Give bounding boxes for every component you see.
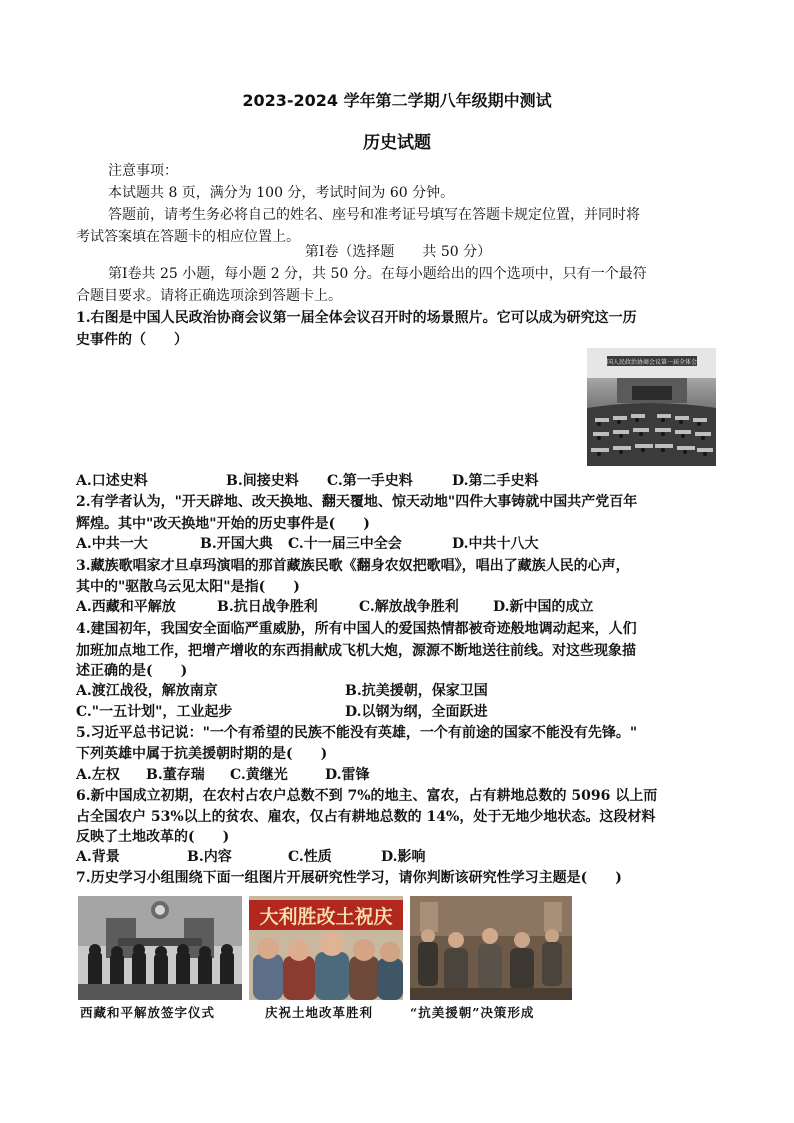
q4-option-b[interactable]: B.抗美援朝，保家卫国 <box>345 683 488 699</box>
notice-line-2a: 答题前，请考生务必将自己的姓名、座号和准考证号填写在答题卡规定位置，并同时将 <box>108 207 640 223</box>
q7-caption-2: 庆祝土地改革胜利 <box>265 1005 374 1020</box>
q4-option-a[interactable]: A.渡江战役，解放南京 <box>76 683 218 699</box>
q7-photo-resist-america <box>410 896 572 1000</box>
q4-option-d[interactable]: D.以钢为纲，全面跃进 <box>345 704 488 720</box>
q1-option-a[interactable]: A.口述史料 <box>76 473 148 489</box>
q5-option-b[interactable]: B.董存瑞 <box>146 767 205 783</box>
q4-option-c[interactable]: C."一五计划"，工业起步 <box>76 704 233 720</box>
section-heading: 第Ⅰ卷（选择题 共 50 分） <box>304 244 492 260</box>
q7-photo-land-reform <box>249 896 403 1000</box>
q3-option-b[interactable]: B.抗日战争胜利 <box>217 599 318 615</box>
q5-stem-a: 5.习近平总书记说："一个有希望的民族不能没有英雄，一个有前途的国家不能没有先锋。" <box>76 725 638 741</box>
q2-stem-a: 2.有学者认为，"开天辟地、改天换地、翻天覆地、惊天动地"四件大事铸就中国共产党百年 <box>76 494 638 510</box>
q2-option-b[interactable]: B.开国大典 <box>200 536 273 552</box>
q5-stem-b: 下列英雄中属于抗美援朝时期的是( ) <box>76 746 328 762</box>
q2-option-d[interactable]: D.中共十八大 <box>452 536 539 552</box>
q2-stem-b: 辉煌。其中"改天换地"开始的历史事件是( ) <box>76 516 370 532</box>
q1-photo-image <box>587 348 716 466</box>
q7-photo-2-image <box>249 896 403 1000</box>
q7-stem: 7.历史学习小组围绕下面一组图片开展研究性学习，请你判断该研究性学习主题是( ) <box>76 870 622 886</box>
q2-option-c[interactable]: C.十一届三中全会 <box>288 536 402 552</box>
q4-stem-b: 加班加点地工作，把增产增收的东西捐献成飞机大炮，源源不断地送往前线。对这些现象描 <box>76 643 636 659</box>
q4-stem-c: 述正确的是( ) <box>76 663 188 679</box>
q7-photo-1-image <box>78 896 242 1000</box>
exam-title: 2023-2024 学年第二学期八年级期中测试 <box>242 91 552 110</box>
exam-subtitle: 历史试题 <box>363 133 431 153</box>
q6-option-d[interactable]: D.影响 <box>381 849 426 865</box>
section-desc-a: 第Ⅰ卷共 25 小题，每小题 2 分，共 50 分。在每小题给出的四个选项中，只有一个最符 <box>108 266 647 282</box>
q3-option-a[interactable]: A.西藏和平解放 <box>76 599 176 615</box>
q6-stem-b: 占全国农户 53%以上的贫农、雇农，仅占有耕地总数的 14%，处于无地少地状态。这段材料 <box>76 809 656 825</box>
q1-photo-banner: 中国人民政治协商会议第一届全体会议 <box>600 359 704 366</box>
notice-line-1: 本试题共 8 页，满分为 100 分，考试时间为 60 分钟。 <box>108 185 455 201</box>
section-desc-b: 合题目要求。请将正确选项涂到答题卡上。 <box>76 288 342 304</box>
q2-option-a[interactable]: A.中共一大 <box>76 536 148 552</box>
q7-photo-2-banner: 大利胜改土祝庆 <box>259 906 393 928</box>
q7-photo-3-image <box>410 896 572 1000</box>
q1-option-d[interactable]: D.第二手史料 <box>452 473 539 489</box>
q6-option-b[interactable]: B.内容 <box>187 849 232 865</box>
q1-option-b[interactable]: B.间接史料 <box>226 473 299 489</box>
q6-stem-c: 反映了土地改革的( ) <box>76 829 230 845</box>
q6-stem-a: 6.新中国成立初期，在农村占农户总数不到 7%的地主、富农，占有耕地总数的 5096 以上而 <box>76 788 658 804</box>
q3-option-c[interactable]: C.解放战争胜利 <box>359 599 459 615</box>
q1-option-c[interactable]: C.第一手史料 <box>327 473 413 489</box>
q7-caption-1: 西藏和平解放签字仪式 <box>80 1005 216 1020</box>
q1-photo <box>587 348 716 466</box>
q3-stem-a: 3.藏族歌唱家才旦卓玛演唱的那首藏族民歌《翻身农奴把歌唱》，唱出了藏族人民的心声， <box>76 558 630 574</box>
notice-heading: 注意事项： <box>108 163 178 179</box>
q7-caption-3: “抗美援朝”决策形成 <box>410 1005 535 1020</box>
q6-option-a[interactable]: A.背景 <box>76 849 120 865</box>
q6-option-c[interactable]: C.性质 <box>288 849 332 865</box>
q3-stem-b: 其中的"驱散乌云见太阳"是指( ) <box>76 579 300 595</box>
q5-option-d[interactable]: D.雷锋 <box>325 767 370 783</box>
q1-stem-a: 1.右图是中国人民政治协商会议第一届全体会议召开时的场景照片。它可以成为研究这一历 <box>76 310 637 326</box>
q1-stem-b: 史事件的（ ） <box>76 332 188 348</box>
q5-option-c[interactable]: C.黄继光 <box>230 767 288 783</box>
q7-photo-tibet-signing <box>78 896 242 1000</box>
q5-option-a[interactable]: A.左权 <box>76 767 120 783</box>
q3-option-d[interactable]: D.新中国的成立 <box>493 599 594 615</box>
q4-stem-a: 4.建国初年，我国安全面临严重威胁，所有中国人的爱国热情都被奇迹般地调动起来，人们 <box>76 621 637 637</box>
notice-line-2b: 考试答案填在答题卡的相应位置上。 <box>76 229 300 245</box>
